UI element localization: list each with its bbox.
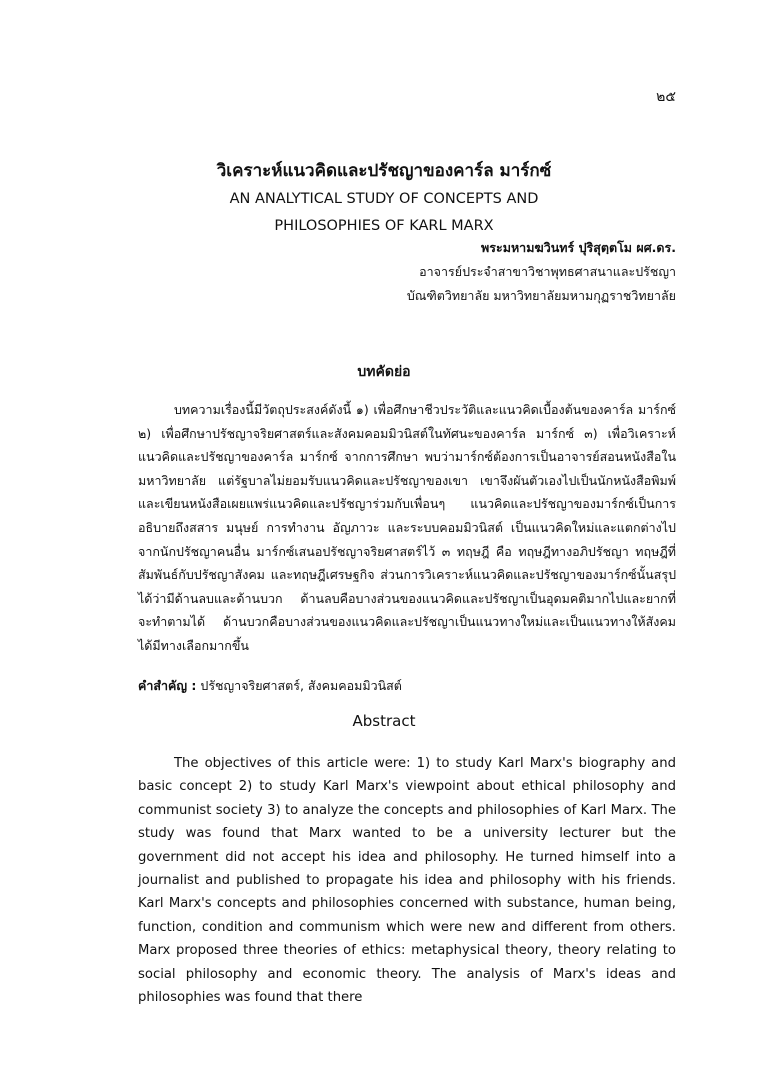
abstract-thai — [138, 398, 676, 658]
keywords-label: คำสำคัญ : — [138, 678, 197, 693]
title-english-line2: PHILOSOPHIES OF KARL MARX — [274, 218, 494, 234]
abstract-thai-heading: บทคัดย่อ — [357, 364, 411, 380]
abstract-thai-body: บทความเรื่องนี้มีวัตถุประสงค์ดังนี้ ๑) เพื่อศึกษาชีวประวัติและแนวคิดเบื้องต้นของคาร์ล มาร์กซ์ ๒) เพื่อศึกษาปรัชญาจริยศาสตร์และสังคมคอมมิวนิสต์ในทัศนะของคาร์ล มาร์กซ์ ๓) เพื่อวิเคราะห์แนวคิดและปรัชญาของคาร์ล มาร์กซ์ จากการศึกษา พบว่ามาร์กซ์ต้องการเป็นอาจารย์สอนหนังสือในมหาวิทยาลัย แต่รัฐบาลไม่ยอมรับแนวคิดและปรัชญาของเขา เขาจึงผันตัวเองไปเป็นนักหนังสือพิมพ์และเขียนหนังสือเผยแพร่แนวคิดและปรัชญาร่วมกับเพื่อนๆ แนวคิดและปรัชญาของมาร์กซ์เป็นการอธิบายถึงสสาร มนุษย์ การทำงาน อัญภาวะ และระบบคอมมิวนิสต์ เป็นแนวคิดใหม่และแตกต่างไปจากนักปรัชญาคนอื่น มาร์กซ์เสนอปรัชญาจริยศาสตร์ไว้ ๓ ทฤษฎี คือ ทฤษฎีทางอภิปรัชญา ทฤษฎีที่สัมพันธ์กับปรัชญาสังคม และทฤษฎีเศรษฐกิจ ส่วนการวิเคราะห์แนวคิดและปรัชญาของมาร์กซ์นั้นสรุปได้ว่ามีด้านลบและด้านบวก ด้านลบคือบางส่วนของแนวคิดและปรัชญาเป็นอุดมคติมากไปและยากที่จะทำตามได้ ด้านบวกคือบางส่วนของแนวคิดและปรัชญาเป็นแนวทางใหม่และเป็นแนวทางให้สังคมได้มีทางเลือกมากขึ้น — [138, 402, 676, 653]
author-block — [407, 236, 676, 308]
title-thai: วิเคราะห์แนวคิดและปรัชญาของคาร์ล มาร์กซ์ — [216, 161, 552, 181]
author-name: พระมหามฆวินทร์ ปุริสุตฺตโม ผศ.ดร. — [481, 240, 676, 255]
abstract-english-heading: Abstract — [352, 712, 416, 730]
author-affiliation: บัณฑิตวิทยาลัย มหาวิทยาลัยมหามกุฏราชวิทยาลัย — [406, 288, 676, 303]
abstract-english-body: The objectives of this article were: 1) to study Karl Marx's biography and basic concept 2) to study Karl Marx's viewpoint about ethical philosophy and communist society 3) to analyze the concepts and philosophies of Karl Marx. The study was found that Marx wanted to be a university lecturer but the government did not accept his idea and philosophy. He turned himself into a journalist and published to propagate his idea and philosophy with his friends. Karl Marx's concepts and philosophies concerned with substance, human being, function, condition and communism which were new and different from others. Marx proposed three theories of ethics: metaphysical theory, theory relating to social philosophy and economic theory. The analysis of Marx's ideas and philosophies was found that there — [138, 756, 676, 1006]
title-block — [0, 156, 768, 240]
keywords — [138, 676, 676, 696]
title-english-line1: AN ANALYTICAL STUDY OF CONCEPTS AND — [229, 191, 539, 207]
page-number: ๒๕ — [656, 89, 676, 105]
abstract-english — [138, 752, 676, 1009]
keywords-value: ปรัชญาจริยศาสตร์, สังคมคอมมิวนิสต์ — [200, 678, 402, 693]
author-position: อาจารย์ประจำสาขาวิชาพุทธศาสนาและปรัชญา — [419, 264, 676, 279]
